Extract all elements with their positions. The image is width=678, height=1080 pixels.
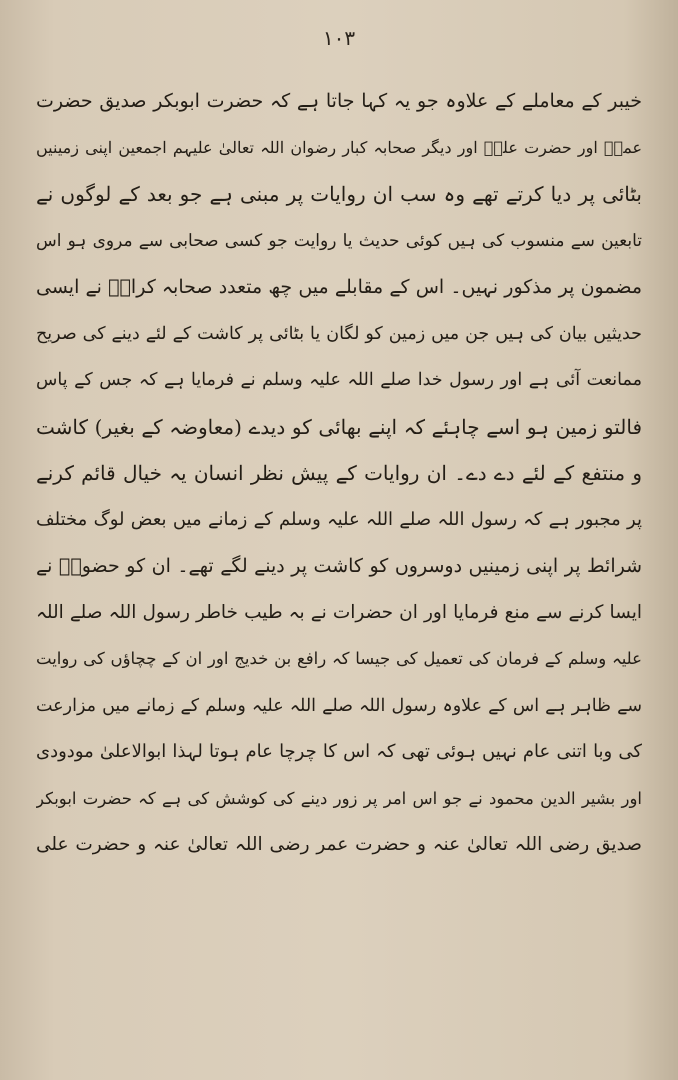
text-line: خیبر کے معاملے کے علاوہ جو یہ کہا جاتا ہے کہ حضرت ابوبکر صدیق حضرت (36, 90, 642, 112)
text-line: سے ظاہر ہے اس کے علاوہ رسول اللہ صلے اللہ علیہ وسلم کے زمانے میں مزارعت (36, 695, 642, 716)
text-line: پر مجبور ہے کہ رسول اللہ صلے اللہ علیہ وسلم کے زمانے میں بعض لوگ مختلف (36, 508, 642, 530)
text-line: ایسا کرنے سے منع فرمایا اور ان حضرات نے بہ طیب خاطر رسول اللہ صلے اللہ (36, 601, 642, 623)
text-line: و منتفع کے لئے دے دے۔ ان روایات کے پیش نظر انسان یہ خیال قائم کرنے (36, 461, 642, 485)
text-line: صدیق رضی اللہ تعالیٰ عنہ و حضرت عمر رضی اللہ تعالیٰ عنہ و حضرت علی (36, 834, 642, 855)
urdu-text-body (36, 78, 642, 1038)
text-line: تابعین سے منسوب کی ہیں کوئی حدیث یا روایت جو کسی صحابی سے مروی ہو اس (36, 230, 642, 251)
text-line: ممانعت آئی ہے اور رسول خدا صلے اللہ علیہ وسلم نے فرمایا ہے کہ جس کے پاس (36, 370, 642, 390)
text-line: اور بشیر الدین محمود نے جو اس امر پر زور دینے کی کوشش کی ہے کہ حضرت ابوبکر (36, 788, 642, 808)
text-line: علیہ وسلم کے فرمان کی تعمیل کی جیسا کہ رافع بن خدیج اور ان کے چچاؤں کی روایت (36, 649, 642, 668)
text-line: بٹائی پر دیا کرتے تھے وہ سب ان روایات پر مبنی ہے جو بعد کے لوگوں نے (36, 182, 642, 206)
text-line: شرائط پر اپنی زمینیں دوسروں کو کاشت پر دینے لگے تھے۔ ان کو حضورؐ نے (36, 555, 642, 577)
text-line: عمرؓ اور حضرت علیؓ اور دیگر صحابہ کبار رضوان اللہ تعالیٰ علیہم اجمعین اپنی زمینیں (36, 137, 642, 157)
text-line: فالتو زمین ہو اسے چاہئے کہ اپنے بھائی کو دیدے (معاوضہ کے بغیر) کاشت (36, 414, 642, 439)
text-line: کی وبا اتنی عام نہیں ہوئی تھی کہ اس کا چرچا عام ہوتا لہذا ابوالاعلیٰ مودودی (36, 741, 642, 762)
text-line: حدیثیں بیان کی ہیں جن میں زمین کو لگان یا بٹائی پر کاشت کے لئے دینے کی صریح (36, 323, 642, 344)
page-number: ۱۰۳ (322, 26, 356, 50)
text-line: مضمون پر مذکور نہیں۔ اس کے مقابلے میں چھ متعدد صحابہ کرامؓ نے ایسی (36, 276, 642, 298)
